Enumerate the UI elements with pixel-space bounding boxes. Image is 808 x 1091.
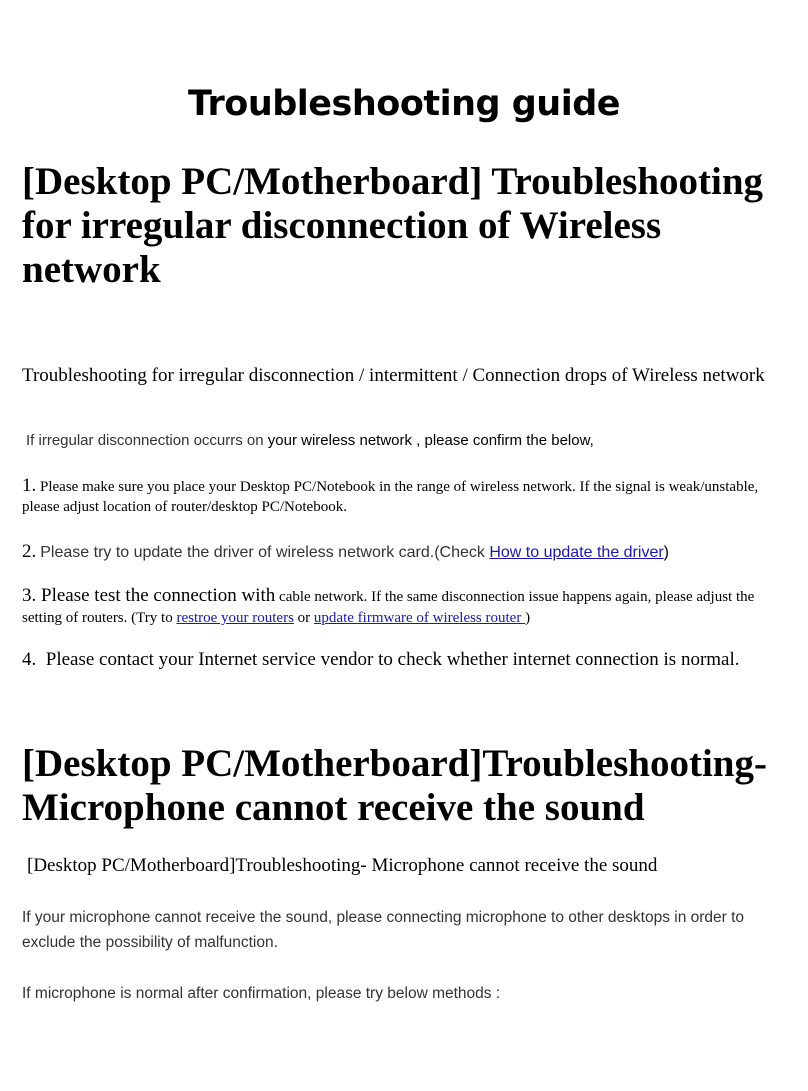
step-2 (22, 541, 798, 563)
article2-subtitle: [Desktop PC/Motherboard]Troubleshooting- Microphone cannot receive the sound (27, 855, 658, 876)
step-1-text: Please make sure you place your Desktop PC/Notebook in the range of wireless network. If the signal is weak/unstable, please adjust location of router/desktop PC/Notebook. (22, 479, 759, 515)
step-3-text: cable network. If the same disconnection issue happens again, please adjust the setting of routers. (Try to (22, 589, 755, 626)
intro-text-a: If irregular disconnection occurrs on (26, 432, 268, 449)
step-4-number: 4. (22, 649, 37, 670)
step-4-text: Please contact your Internet service vendor to check whether internet connection is normal. (45, 649, 740, 670)
restore-routers-link[interactable]: restroe your routers (176, 610, 294, 626)
intro-text-b: your wireless network , please confirm the below, (267, 432, 594, 449)
step-1 (22, 476, 798, 517)
step-3-mid: or (293, 610, 314, 626)
update-firmware-link[interactable]: update firmware of wireless router (313, 610, 526, 626)
step-3 (22, 585, 798, 629)
step-2-end: ) (663, 544, 669, 561)
step-4 (22, 649, 798, 671)
article1-subtitle: Troubleshooting for irregular disconnection / intermittent / Connection drops of Wireless network (22, 365, 765, 386)
step-2-number: 2. (22, 541, 37, 562)
article1-intro (26, 432, 802, 449)
step-3-lead: 3. Please test the connection with (22, 585, 276, 606)
update-driver-link[interactable]: How to update the driver (489, 544, 664, 561)
article2-para-2: If microphone is normal after confirmation, please try below methods : (22, 985, 501, 1002)
guide-title: Troubleshooting guide (187, 84, 621, 124)
step-3-end: ) (525, 610, 531, 626)
step-1-number: 1. (22, 475, 37, 496)
step-2-text: Please try to update the driver of wireless network card.(Check (40, 544, 490, 561)
article2-para-1: If your microphone cannot receive the sound, please connecting microphone to other desktops in order to exclude the possibility of malfunction. (22, 909, 745, 951)
article1-heading: [Desktop PC/Motherboard] Troubleshooting for irregular disconnection of Wireless network (22, 160, 764, 291)
article2-heading: [Desktop PC/Motherboard]Troubleshooting-Microphone cannot receive the sound (22, 742, 767, 829)
